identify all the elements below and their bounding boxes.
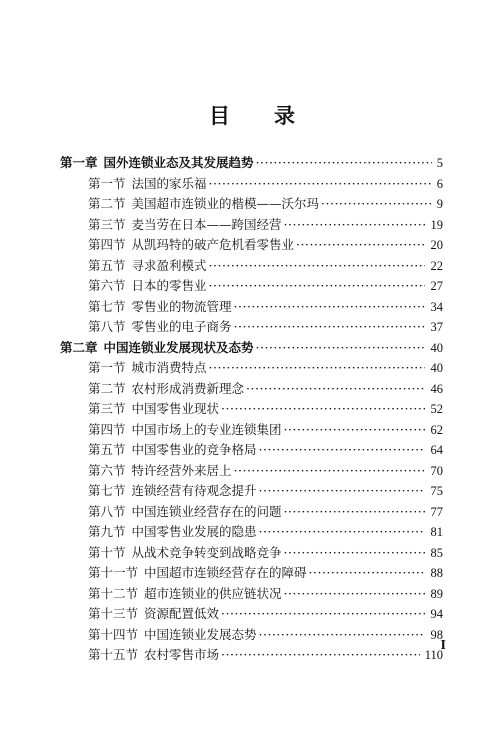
dot-leader <box>284 215 425 236</box>
dot-leader <box>309 563 425 584</box>
toc-section-entry <box>0 604 504 625</box>
toc-section-entry <box>0 481 504 502</box>
dot-leader <box>209 174 432 195</box>
toc-entry-lead <box>88 194 434 215</box>
toc-entry-page: 89 <box>430 584 444 605</box>
toc-entry-title: 中国连锁业发展态势 <box>144 626 257 642</box>
dot-leader <box>284 502 425 523</box>
toc-section-entry <box>0 194 504 215</box>
toc-entry-label: 第八节 <box>88 319 126 334</box>
dot-leader <box>284 543 425 564</box>
toc-entry-lead <box>88 543 427 564</box>
dot-leader <box>256 153 432 174</box>
toc-entry-lead <box>88 502 427 523</box>
toc-section-entry <box>0 399 504 420</box>
toc-entry-page: 9 <box>436 194 443 215</box>
toc-section-entry <box>0 215 504 236</box>
toc-entry-title: 麦当劳在日本——跨国经营 <box>131 216 282 232</box>
dot-leader <box>259 625 425 646</box>
toc-entry-page: 62 <box>430 420 444 441</box>
toc-chapter-entry <box>0 338 504 359</box>
toc-entry-lead <box>88 215 427 236</box>
title-char-2: 录 <box>274 103 295 128</box>
toc-entry-lead <box>88 358 427 379</box>
toc-entry-title: 连锁经营有待观念提升 <box>131 483 257 498</box>
toc-entry-title: 超市连锁业的供应链状况 <box>144 585 282 601</box>
toc-entry-label: 第四节 <box>88 237 126 252</box>
toc-section-entry <box>0 235 504 256</box>
dot-leader <box>209 276 425 297</box>
toc-entry-label: 第十一节 <box>88 565 139 580</box>
dot-leader <box>321 194 432 215</box>
toc-entry-page: 27 <box>430 276 444 297</box>
dot-leader <box>234 317 425 338</box>
toc-entry-lead <box>88 645 422 666</box>
toc-entry-title: 零售业的电子商务 <box>131 319 232 334</box>
toc-entry-page: 88 <box>430 563 444 584</box>
toc-entry-lead <box>88 604 427 625</box>
toc-entry-label: 第十节 <box>88 544 126 560</box>
toc-entry-page: 94 <box>430 604 444 625</box>
toc-entry-page: 85 <box>430 543 444 564</box>
toc-entry-title: 国外连锁业态及其发展趋势 <box>103 155 254 170</box>
dot-leader <box>296 235 425 256</box>
toc-entry-label: 第十三节 <box>88 606 139 621</box>
toc-entry-lead <box>88 584 427 605</box>
table-of-contents <box>0 153 504 666</box>
toc-entry-title: 中国连锁业经营存在的问题 <box>131 503 282 519</box>
dot-leader <box>221 604 425 625</box>
toc-entry-lead <box>88 276 427 297</box>
toc-entry-lead <box>88 235 427 256</box>
dot-leader <box>209 256 425 277</box>
toc-entry-page: 52 <box>430 399 444 420</box>
toc-entry-page: 6 <box>436 174 443 195</box>
toc-entry-lead <box>88 379 427 400</box>
toc-entry-label: 第四节 <box>88 421 126 437</box>
toc-entry-label: 第二节 <box>88 380 126 396</box>
toc-entry-label: 第八节 <box>88 503 126 519</box>
toc-entry-title: 资源配置低效 <box>144 606 220 621</box>
toc-entry-label: 第二章 <box>60 339 98 355</box>
toc-entry-title: 中国连锁业发展现状及态势 <box>103 339 254 355</box>
toc-entry-title: 农村零售市场 <box>144 647 220 662</box>
toc-entry-page: 22 <box>430 256 444 277</box>
toc-section-entry <box>0 297 504 318</box>
toc-entry-lead <box>88 563 427 584</box>
toc-entry-title: 从战术竞争转变到战略竞争 <box>131 544 282 560</box>
toc-entry-title: 农村形成消费新理念 <box>131 380 245 396</box>
toc-entry-page: 40 <box>430 338 444 359</box>
toc-entry-label: 第五节 <box>88 442 126 457</box>
dot-leader <box>259 522 425 543</box>
toc-entry-label: 第一章 <box>60 155 98 170</box>
toc-section-entry <box>0 543 504 564</box>
toc-entry-lead <box>88 440 427 461</box>
toc-entry-title: 美国超市连锁业的楷模——沃尔玛 <box>131 196 320 211</box>
toc-entry-title: 特许经营外来居上 <box>131 462 232 478</box>
toc-entry-lead <box>88 625 427 646</box>
dot-leader <box>234 297 425 318</box>
toc-entry-lead <box>60 153 434 174</box>
toc-section-entry <box>0 276 504 297</box>
toc-entry-page: 75 <box>430 481 444 502</box>
toc-entry-label: 第七节 <box>88 483 126 498</box>
title-char-1: 目 <box>209 103 230 128</box>
dot-leader <box>284 420 425 441</box>
dot-leader <box>221 645 420 666</box>
toc-section-entry <box>0 461 504 482</box>
toc-entry-title: 中国市场上的专业连锁集团 <box>131 421 282 437</box>
toc-entry-page: 64 <box>430 440 444 461</box>
toc-entry-label: 第二节 <box>88 196 126 211</box>
toc-section-entry <box>0 563 504 584</box>
toc-section-entry <box>0 317 504 338</box>
toc-entry-lead <box>88 174 434 195</box>
toc-entry-page: 19 <box>430 215 444 236</box>
toc-entry-page: 110 <box>424 645 443 666</box>
toc-entry-label: 第十四节 <box>88 626 139 642</box>
toc-entry-lead <box>60 338 427 359</box>
toc-entry-title: 寻求盈利模式 <box>131 257 207 273</box>
dot-leader <box>234 461 425 482</box>
toc-section-entry <box>0 645 504 666</box>
toc-entry-title: 城市消费特点 <box>131 360 207 375</box>
toc-entry-title: 法国的家乐福 <box>131 175 207 191</box>
dot-leader <box>246 379 425 400</box>
dot-leader <box>256 338 425 359</box>
toc-section-entry <box>0 256 504 277</box>
toc-entry-page: 81 <box>430 522 444 543</box>
toc-section-entry <box>0 625 504 646</box>
dot-leader <box>209 358 425 379</box>
toc-entry-title: 中国零售业现状 <box>131 401 220 416</box>
toc-entry-label: 第三节 <box>88 216 126 232</box>
toc-section-entry <box>0 420 504 441</box>
toc-entry-page: 70 <box>430 461 444 482</box>
toc-entry-lead <box>88 420 427 441</box>
toc-entry-label: 第一节 <box>88 175 126 191</box>
page-number: I <box>440 638 446 653</box>
toc-entry-page: 37 <box>430 317 444 338</box>
toc-entry-lead <box>88 297 427 318</box>
toc-entry-label: 第六节 <box>88 278 126 293</box>
toc-entry-lead <box>88 399 427 420</box>
toc-entry-lead <box>88 461 427 482</box>
toc-entry-lead <box>88 317 427 338</box>
toc-entry-title: 从凯玛特的破产危机看零售业 <box>131 237 295 252</box>
toc-entry-title: 中国零售业发展的隐患 <box>131 524 257 539</box>
toc-entry-label: 第九节 <box>88 524 126 539</box>
toc-entry-lead <box>88 256 427 277</box>
page-title <box>0 100 504 130</box>
toc-entry-label: 第六节 <box>88 462 126 478</box>
dot-leader <box>259 440 425 461</box>
dot-leader <box>284 584 425 605</box>
toc-section-entry <box>0 522 504 543</box>
toc-section-entry <box>0 379 504 400</box>
toc-entry-label: 第三节 <box>88 401 126 416</box>
toc-entry-page: 5 <box>436 153 443 174</box>
toc-entry-title: 日本的零售业 <box>131 278 207 293</box>
toc-entry-lead <box>88 522 427 543</box>
toc-entry-page: 40 <box>430 358 444 379</box>
toc-entry-page: 46 <box>430 379 444 400</box>
dot-leader <box>259 481 425 502</box>
toc-entry-title: 零售业的物流管理 <box>131 298 232 314</box>
toc-entry-page: 34 <box>430 297 444 318</box>
toc-entry-label: 第五节 <box>88 257 126 273</box>
toc-entry-label: 第十五节 <box>88 647 139 662</box>
toc-section-entry <box>0 440 504 461</box>
toc-entry-page: 98 <box>430 625 444 646</box>
toc-entry-label: 第十二节 <box>88 585 139 601</box>
toc-entry-title: 中国零售业的竞争格局 <box>131 442 257 457</box>
toc-section-entry <box>0 584 504 605</box>
toc-section-entry <box>0 358 504 379</box>
toc-entry-label: 第一节 <box>88 360 126 375</box>
toc-chapter-entry <box>0 153 504 174</box>
toc-section-entry <box>0 174 504 195</box>
toc-entry-page: 20 <box>430 235 444 256</box>
toc-section-entry <box>0 502 504 523</box>
toc-entry-lead <box>88 481 427 502</box>
toc-entry-title: 中国超市连锁经营存在的障碍 <box>144 565 307 580</box>
toc-entry-label: 第七节 <box>88 298 126 314</box>
toc-entry-page: 77 <box>430 502 444 523</box>
dot-leader <box>221 399 425 420</box>
